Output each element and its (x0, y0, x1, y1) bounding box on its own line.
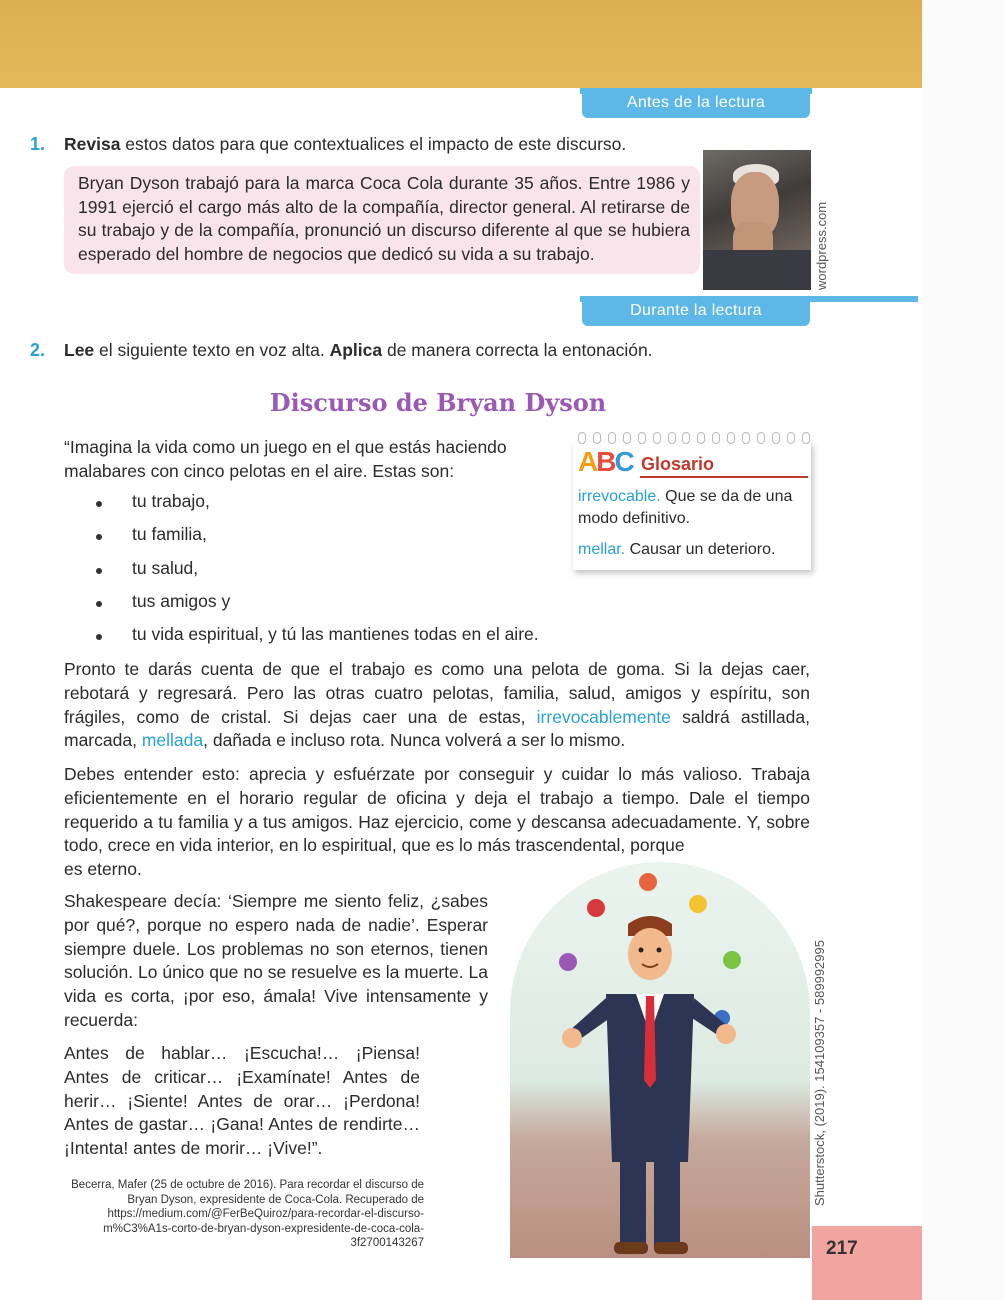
item-1-verb: Revisa (64, 134, 121, 154)
ball-purple-icon (559, 953, 577, 971)
ball-orange-icon (639, 873, 657, 891)
context-text: Bryan Dyson trabajó para la marca Coca Cola durante 35 años. Entre 1986 y 1991 ejerció el cargo más alto de la compañía, director general. Al retirarse de su trabajo y de la compañía, pronunció un discurso diferente al que se hubiera esperado del hombre de negocios que dedicó su vida a su trabajo. (78, 173, 690, 264)
page-number: 217 (826, 1238, 858, 1259)
illustration-credit: Shutterstock, (2019). 154109357 - 589992995 (812, 940, 827, 1206)
list-item: tu vida espiritual, y tú las mantienes todas en el aire. (92, 624, 539, 657)
juggling-man-illustration (510, 862, 810, 1258)
abc-logo-icon: ABC (578, 446, 633, 477)
glossary-entry-irrevocable (578, 486, 806, 530)
speech-paragraph-2-end: es eterno. (64, 859, 142, 879)
bryan-dyson-photo (703, 150, 811, 290)
glossary-link-mellada: mellada (141, 730, 204, 751)
photo-credit: wordpress.com (814, 201, 829, 290)
item-2-verb-read: Lee (64, 340, 95, 360)
item-1-number: 1. (30, 134, 46, 154)
item-1-instruction (64, 134, 626, 155)
item-1-text: estos datos para que contextualices el impacto de este discurso. (120, 134, 627, 154)
list-item: tus amigos y (92, 591, 539, 624)
glossary-underline (640, 476, 808, 478)
glossary-definition: Que se da de una modo definitivo. (578, 488, 793, 527)
speech-paragraph-3: Shakespeare decía: ‘Siempre me siento feliz, ¿sabes por qué?, porque no espero nada de nadie’. Esperar siempre duele. Los problemas no son eternos, tienen solución. Lo único que no se resuelve es la muerte. La vida es corta, ¡por eso, ámala! Vive intensamente y recuerda: (64, 891, 488, 1030)
item-2-verb-apply: Aplica (329, 340, 383, 360)
speech-title: Discurso de Bryan Dyson (269, 388, 607, 417)
tab-before-reading: Antes de la lectura (582, 88, 810, 118)
five-balls-list (92, 491, 539, 657)
juggler-drawing (510, 862, 810, 1258)
ball-red-icon (587, 899, 605, 917)
right-margin-strip (922, 0, 1004, 1300)
glossary-title: Glosario (641, 454, 715, 474)
glossary-entry-mellar (578, 539, 806, 561)
item-2-text-mid: el siguiente texto en voz alta. (94, 340, 330, 360)
glossary-term: irrevocable. (578, 488, 661, 505)
ball-yellow-icon (689, 895, 707, 913)
tab-during-reading: Durante la lectura (582, 296, 810, 326)
list-item: tu familia, (92, 524, 539, 557)
item-2-instruction (64, 340, 653, 361)
speech-paragraph-1: Pronto te darás cuenta de que el trabajo es como una pelota de goma. Si la dejas caer, rebotará y regresará. Pero las otras cuatro pelotas, familia, salud, amigos y espíritu, son frágiles, como de cristal. Si dejas caer una de estas, irrevocablemente saldrá astillada, marcada, mellada, dañada e incluso rota. Nunca volverá a ser lo mismo. (64, 659, 810, 751)
item-2-number: 2. (30, 340, 46, 360)
item-2-text-rest: de manera correcta la entonación. (382, 340, 653, 360)
top-color-band (0, 0, 922, 88)
glossary-spiral-rings (578, 432, 810, 446)
speech-paragraph-2: Debes entender esto: aprecia y esfuérzate por conseguir y cuidar lo más valioso. Trabaja eficientemente en el horario regular de oficina y deja el trabajo a tiempo. Dale el tiempo requerido a tu familia y a tus amigos. Haz ejercicio, come y descansa adecuadamente. Y, sobre todo, crece en vida interior, en lo espiritual, que es lo más trascendental, porque (64, 764, 810, 856)
speech-paragraph-4: Antes de hablar… ¡Escucha!… ¡Piensa! Antes de criticar… ¡Examínate! Antes de herir… ¡Siente! Antes de orar… ¡Perdona! Antes de gastar… ¡Gana! Antes de rendirte… ¡Intenta! antes de morir… ¡Vive!”. (64, 1043, 420, 1159)
glossary-link-irrevocablemente: irrevocablemente (536, 706, 671, 727)
speech-intro: “Imagina la vida como un juego en el que estás haciendo malabares con cinco pelotas en el aire. Estas son: (64, 437, 507, 481)
glossary-definition: Causar un deterioro. (625, 541, 776, 558)
photo-jacket (703, 250, 811, 290)
list-item: tu salud, (92, 558, 539, 591)
glossary-term: mellar. (578, 541, 626, 558)
ball-green-icon (723, 951, 741, 969)
list-item: tu trabajo, (92, 491, 539, 524)
source-citation: Becerra, Mafer (25 de octubre de 2016). Para recordar el discurso de Bryan Dyson, expresidente de Coca-Cola. Recuperado de https://medium.com/@FerBeQuiroz/para-recordar-el-discurso-m%C3%A1s-corto-de-bryan-dyson-expresidente-de-coca-cola-3f2700143267 (71, 1179, 424, 1249)
